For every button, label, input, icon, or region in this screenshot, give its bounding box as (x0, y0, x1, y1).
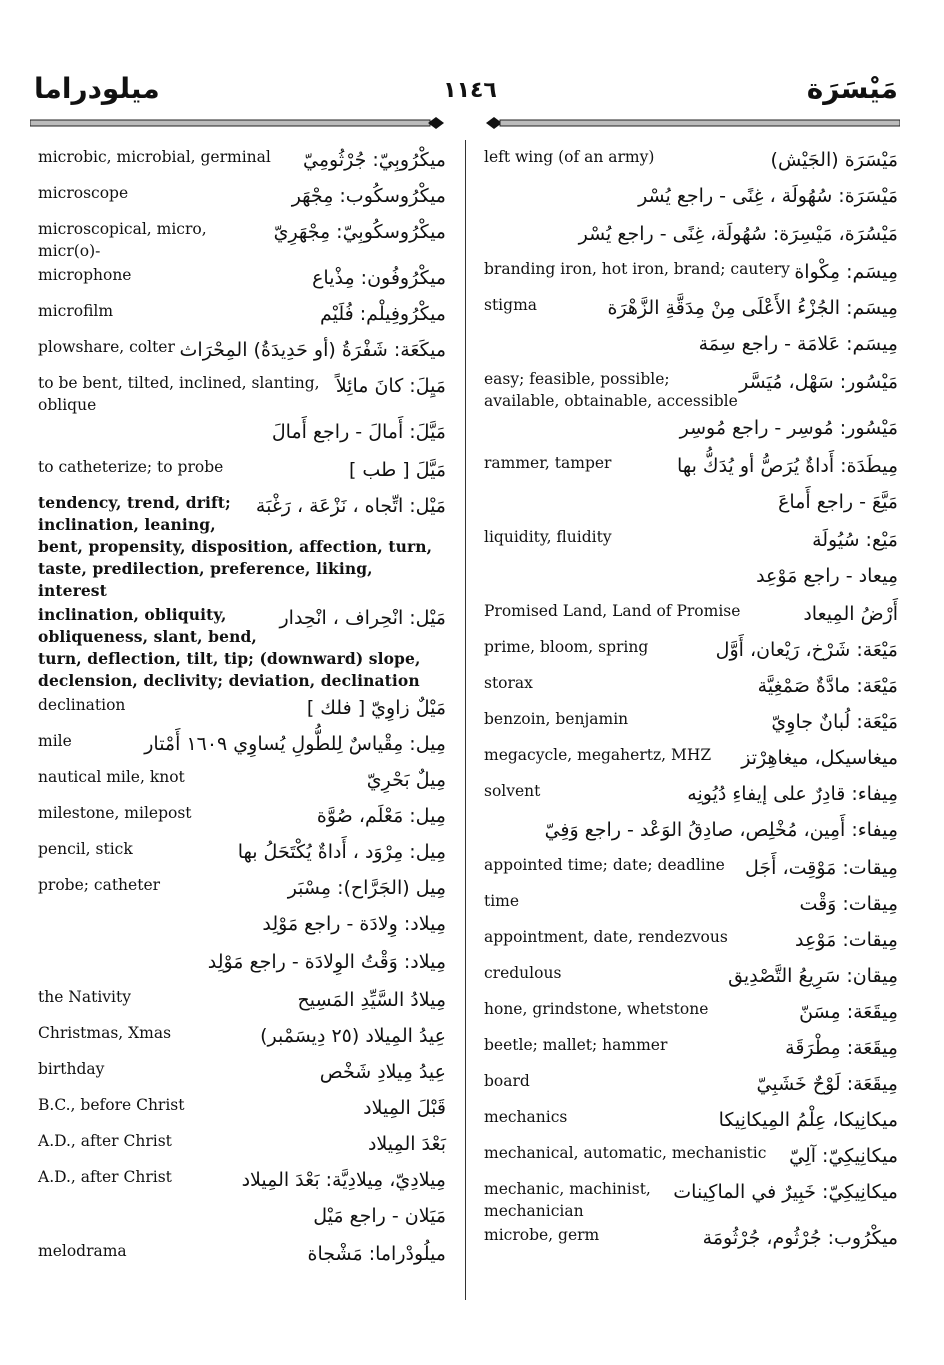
arabic-headword: مِيلادِيّ، مِيلادِيَّة: بَعْدَ المِيلاد (241, 1169, 446, 1191)
english-definition: mechanic, machinist, mechanician (484, 1180, 651, 1220)
dictionary-entry (38, 1166, 446, 1200)
english-definition: pencil, stick (38, 840, 133, 858)
dictionary-entry (484, 526, 898, 560)
dictionary-entry (484, 1178, 898, 1222)
arabic-headword: مِيسَم: عَلامَة - راجع سِمَة (698, 333, 898, 355)
english-definition: solvent (484, 782, 541, 800)
english-definition: probe; catheter (38, 876, 161, 894)
left-column (38, 146, 446, 1276)
english-definition: microscopical, micro, micr(o)- (38, 220, 207, 260)
page-header (30, 72, 902, 116)
dictionary-entry (38, 948, 446, 984)
english-definition: mile (38, 732, 72, 750)
arabic-headword: مِيل: مِرْوَد ، أَداةٌ يُكْتَحَلُ بها (237, 841, 446, 863)
arabic-headword: قَبْلَ المِيلاد (363, 1097, 446, 1119)
arabic-headword: مِيلاد: وَقْتُ الوِلادَة - راجع مَوْلِد (207, 951, 446, 973)
dictionary-entry (484, 816, 898, 852)
dictionary-entry (38, 604, 446, 692)
dictionary-entry (484, 488, 898, 524)
dictionary-entry (484, 562, 898, 598)
english-definition: Christmas, Xmas (38, 1024, 172, 1042)
english-definition: board (484, 1072, 530, 1090)
arabic-headword: مِيقَعَة: مِطْرَقَة (785, 1037, 898, 1059)
english-definition: Promised Land, Land of Promise (484, 602, 741, 620)
arabic-headword: مَيَلان - راجع مَيْل (313, 1205, 446, 1227)
dictionary-entry (484, 414, 898, 450)
dictionary-entry (38, 1202, 446, 1238)
left-header-rule (30, 117, 444, 129)
arabic-headword: مِيقَعَة: لَوْحٌ خَشَبِيّ (756, 1073, 898, 1095)
english-definition: prime, bloom, spring (484, 638, 649, 656)
english-definition: B.C., before Christ (38, 1096, 185, 1114)
english-definition: microphone (38, 266, 132, 284)
arabic-headword: مَيْسَرَة: سُهُولَة ، غِنًى - راجع يُسْر (638, 185, 898, 207)
arabic-headword: أَرْضُ المِيعاد (803, 603, 898, 625)
english-definition: stigma (484, 296, 538, 314)
right-column (484, 146, 898, 1260)
arabic-headword: مَيْلٌ زاوِيّ [ فلك ] (306, 697, 446, 719)
arabic-headword: ميكَعَة: شَفْرَةُ (أو حَدِيدَةُ) المِحْرَاث (179, 339, 446, 361)
arabic-headword: مَيْل: انْحِراف ، انْحِدار (279, 607, 446, 629)
english-definition: appointment, date, rendezvous (484, 928, 728, 946)
english-definition: mechanics (484, 1108, 568, 1126)
arabic-headword: مَيْعَة: مادَّةٌ صَمْغِيَّة (757, 675, 898, 697)
english-definition: hone, grindstone, whetstone (484, 1000, 709, 1018)
dictionary-entry (38, 874, 446, 908)
dictionary-entry (484, 220, 898, 256)
english-definition: to be bent, tilted, inclined, slanting, oblique (38, 374, 320, 414)
dictionary-entry (484, 182, 898, 218)
dictionary-entry (38, 1130, 446, 1164)
dictionary-entry (38, 1240, 446, 1274)
dictionary-entry (484, 600, 898, 634)
english-definition: inclination, obliquity, obliqueness, slant, bend, turn, deflection, tilt, tip; (downward) slope, declension, declivity; deviation, declination (38, 605, 421, 690)
arabic-headword: مِيلادُ السَّيِّدِ المَسِيح (297, 989, 446, 1011)
arabic-headword: مَيْسُور: مُوسِر - راجع مُوسِر (679, 417, 898, 439)
dictionary-entry (38, 910, 446, 946)
english-definition: appointed time; date; deadline (484, 856, 725, 874)
dictionary-entry (484, 1142, 898, 1176)
english-definition: milestone, milepost (38, 804, 192, 822)
arabic-headword: ميكْرُوسكُوب: مِجْهَر (291, 185, 446, 207)
english-definition: nautical mile, knot (38, 768, 185, 786)
arabic-headword: مِيلاد: وِلادَة - راجع مَوْلِد (262, 913, 446, 935)
arabic-headword: مَيْسَرَة (الجَيْش) (770, 149, 898, 171)
dictionary-entry (484, 1070, 898, 1104)
dictionary-entry (38, 492, 446, 602)
page-number: ١١٤٦ (443, 78, 497, 103)
english-definition: A.D., after Christ (38, 1168, 172, 1186)
arabic-headword: مَيْعَة: لُبانٌ جاوِيّ (771, 711, 898, 733)
arabic-headword: ميكانِيكِيّ: خَبِيرٌ في الماكِينات (673, 1181, 898, 1203)
arabic-headword: مَيْعَة: شَرْخ، رَيْعان، أَوَّل (715, 639, 898, 661)
dictionary-entry (484, 744, 898, 778)
dictionary-entry (484, 672, 898, 706)
dictionary-entry (38, 456, 446, 490)
arabic-headword: مِيلٌ بَحْرِيّ (366, 769, 446, 791)
english-definition: plowshare, colter (38, 338, 175, 356)
english-definition: rammer, tamper (484, 454, 612, 472)
arabic-headword: مَيْسُرَة، مَيْسِرَة: سُهُولَة، غِنًى - راجع يُسْر (578, 223, 898, 245)
english-definition: declination (38, 696, 126, 714)
dictionary-entry (38, 1022, 446, 1056)
arabic-headword: مِيقات: وَقْت (799, 893, 898, 915)
dictionary-entry (38, 766, 446, 800)
arabic-headword: مِيسَم: الجُزْءُ الأَعْلَى مِنْ مِدَقَّةِ الزَّهْرَة (607, 297, 898, 319)
dictionary-entry (484, 890, 898, 924)
dictionary-entry (484, 636, 898, 670)
dictionary-entry (38, 730, 446, 764)
arabic-headword: مِيقَعَة: مِسَنّ (799, 1001, 898, 1023)
arabic-headword: مِيقان: سَرِيعُ التَّصْدِيق (728, 965, 898, 987)
dictionary-entry (38, 300, 446, 334)
arabic-headword: مَيَّلَ: أَمالَ - راجع أَمالَ (271, 421, 446, 443)
english-definition: credulous (484, 964, 562, 982)
dictionary-entry (484, 780, 898, 814)
dictionary-entry (484, 1224, 898, 1258)
english-definition: to catheterize; to probe (38, 458, 224, 476)
arabic-headword: مَيَّعَ - راجع أَماعَ (778, 491, 898, 513)
arabic-headword: بَعْدَ المِيلاد (367, 1133, 446, 1155)
arabic-headword: ميلُودْراما: مَشْجاة (307, 1243, 446, 1265)
arabic-headword: مِيسَم: مِكْواة (794, 261, 898, 283)
dictionary-entry (484, 258, 898, 292)
dictionary-entry (484, 854, 898, 888)
left-running-headword: ميلودراما (34, 72, 160, 105)
dictionary-entry (484, 962, 898, 996)
arabic-headword: مَيَّلَ [ طب ] (348, 459, 446, 481)
english-definition: melodrama (38, 1242, 127, 1260)
dictionary-entry (38, 264, 446, 298)
arabic-headword: عِيدُ مِيلادِ شَخْص (319, 1061, 446, 1083)
arabic-headword: مَيْسُور: سَهْل، مُيَسَّر (739, 371, 898, 393)
arabic-headword: مِيل (الجَرَّاح): مِسْبَر (287, 877, 446, 899)
arabic-headword: مِيفاء: أَمِين، مُخْلِص، صادِقُ الوَعْد - راجع وَفِيّ (544, 819, 898, 841)
dictionary-entry (38, 802, 446, 836)
arabic-headword: مِيل: مَعْلَم، صُوَّة (316, 805, 446, 827)
dictionary-entry (484, 330, 898, 366)
arabic-headword: ميكْرُوفُون: مِذْياع (312, 267, 446, 289)
english-definition: benzoin, benjamin (484, 710, 629, 728)
arabic-headword: مِيفاء: قادِرٌ على إيفاءِ دُيُونِه (687, 783, 898, 805)
dictionary-entry (484, 146, 898, 180)
dictionary-entry (484, 998, 898, 1032)
english-definition: megacycle, megahertz, MHZ (484, 746, 712, 764)
arabic-headword: مِيل: مِقْياسٌ لِلطُّولِ يُساوِي ١٦٠٩ أَمْتار (144, 733, 446, 755)
right-header-rule (486, 117, 900, 129)
english-definition: tendency, trend, drift; inclination, leaning, bent, propensity, disposition, affection, turn, taste, predilection, preference, liking, interest (38, 493, 433, 600)
dictionary-entry (484, 708, 898, 742)
english-definition: microbe, germ (484, 1226, 600, 1244)
dictionary-entry (484, 1034, 898, 1068)
arabic-headword: ميكْرُوب: جُرْثُوم، جُرْثُومَة (702, 1227, 898, 1249)
arabic-headword: مِيطَدَة: أَداةٌ يُرَصُّ أو يُدَكُّ بها (677, 455, 898, 477)
dictionary-entry (38, 336, 446, 370)
english-definition: A.D., after Christ (38, 1132, 172, 1150)
english-definition: branding iron, hot iron, brand; cautery (484, 260, 790, 278)
arabic-headword: مَيْل: اتِّجاه ، نَزْعَة ، رَغْبَة (255, 495, 446, 517)
english-definition: beetle; mallet; hammer (484, 1036, 668, 1054)
dictionary-entry (38, 182, 446, 216)
arabic-headword: ميكانِيكا، عِلْمُ المِيكانِيكا (718, 1109, 898, 1131)
english-definition: time (484, 892, 520, 910)
dictionary-entry (38, 146, 446, 180)
english-definition: microbic, microbial, germinal (38, 148, 271, 166)
dictionary-entry (38, 418, 446, 454)
arabic-headword: عِيدُ المِيلاد (٢٥ دِيسَمْبر) (260, 1025, 446, 1047)
dictionary-entry (38, 1094, 446, 1128)
dictionary-entry (484, 294, 898, 328)
arabic-headword: ميكانِيكِيّ: آلِيّ (789, 1145, 898, 1167)
right-running-headword: مَيْسَرَة (806, 72, 898, 105)
column-divider (465, 140, 466, 1300)
arabic-headword: ميكْرُوفِيلْم: فُلَيْم (319, 303, 446, 325)
english-definition: microscope (38, 184, 129, 202)
dictionary-entry (484, 452, 898, 486)
english-definition: storax (484, 674, 533, 692)
dictionary-entry (38, 1058, 446, 1092)
english-definition: liquidity, fluidity (484, 528, 612, 546)
english-definition: microfilm (38, 302, 114, 320)
arabic-headword: مِيقات: مَوْعِد (795, 929, 898, 951)
dictionary-entry (484, 926, 898, 960)
english-definition: the Nativity (38, 988, 131, 1006)
english-definition: left wing (of an army) (484, 148, 655, 166)
english-definition: easy; feasible, possible; available, obtainable, accessible (484, 370, 738, 410)
dictionary-entry (484, 368, 898, 412)
arabic-headword: مَيِلَ: كانَ مائِلاً (335, 375, 446, 397)
arabic-headword: ميكْرُوبِيّ: جُرْثُومِيّ (303, 149, 446, 171)
dictionary-entry (38, 986, 446, 1020)
dictionary-entry (38, 218, 446, 262)
dictionary-entry (38, 372, 446, 416)
dictionary-entry (38, 694, 446, 728)
arabic-headword: مَيْع: سُيُولَة (812, 529, 898, 551)
dictionary-entry (38, 838, 446, 872)
arabic-headword: ميغاسيكل، ميغاهِرْتز (741, 747, 898, 769)
arabic-headword: مِيعاد - راجع مَوْعِد (756, 565, 898, 587)
english-definition: mechanical, automatic, mechanistic (484, 1144, 767, 1162)
english-definition: birthday (38, 1060, 105, 1078)
arabic-headword: ميكْرُوسكُوبِيّ: مِجْهَرِيّ (273, 221, 446, 243)
dictionary-entry (484, 1106, 898, 1140)
arabic-headword: مِيقات: مَوْقِت، أَجَل (745, 857, 898, 879)
